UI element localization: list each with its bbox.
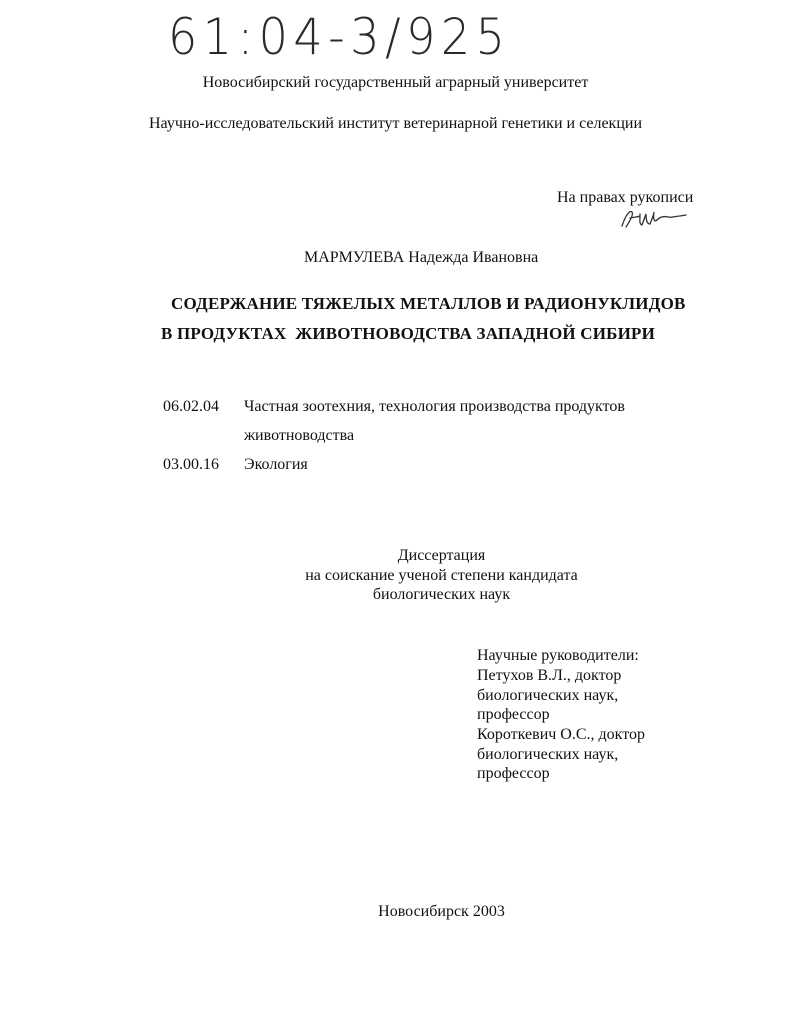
author-name: МАРМУЛЕВА Надежда Ивановна: [304, 249, 539, 266]
supervisor-line: Короткевич О.С., доктор: [477, 726, 646, 743]
manuscript-rights-label: На правах рукописи: [557, 189, 694, 206]
dissertation-degree: на соискание ученой степени кандидата: [305, 567, 578, 584]
dissertation-field: биологических наук: [372, 586, 511, 603]
supervisor-line: Петухов В.Л., доктор: [477, 667, 622, 684]
supervisor-line: профессор: [477, 706, 550, 723]
supervisor-line: биологических наук,: [477, 687, 619, 704]
dissertation-title-line-1: СОДЕРЖАНИЕ ТЯЖЕЛЫХ МЕТАЛЛОВ И РАДИОНУКЛИДОВ: [171, 294, 686, 313]
dissertation-type: Диссертация: [397, 547, 486, 564]
signature-icon: [618, 208, 688, 230]
dissertation-title-line-2: В ПРОДУКТАХ ЖИВОТНОВОДСТВА ЗАПАДНОЙ СИБИРИ: [161, 324, 656, 343]
specialty-name-2: Экология: [244, 456, 308, 473]
supervisors-heading: Научные руководители:: [477, 647, 639, 664]
specialty-name-1-line-2: животноводства: [244, 427, 355, 444]
specialty-code-2: 03.00.16: [163, 456, 219, 473]
university-name: Новосибирский государственный аграрный университет: [202, 74, 589, 91]
supervisor-line: профессор: [477, 765, 550, 782]
city-and-year: Новосибирск 2003: [378, 903, 505, 920]
specialty-code-1: 06.02.04: [163, 398, 219, 415]
institute-name: Научно-исследовательский институт ветеринарной генетики и селекции: [148, 115, 643, 132]
handwritten-archive-code: 61:04-3/925: [168, 8, 511, 66]
specialty-name-1-line-1: Частная зоотехния, технология производства продуктов: [244, 398, 625, 415]
supervisor-line: биологических наук,: [477, 746, 619, 763]
